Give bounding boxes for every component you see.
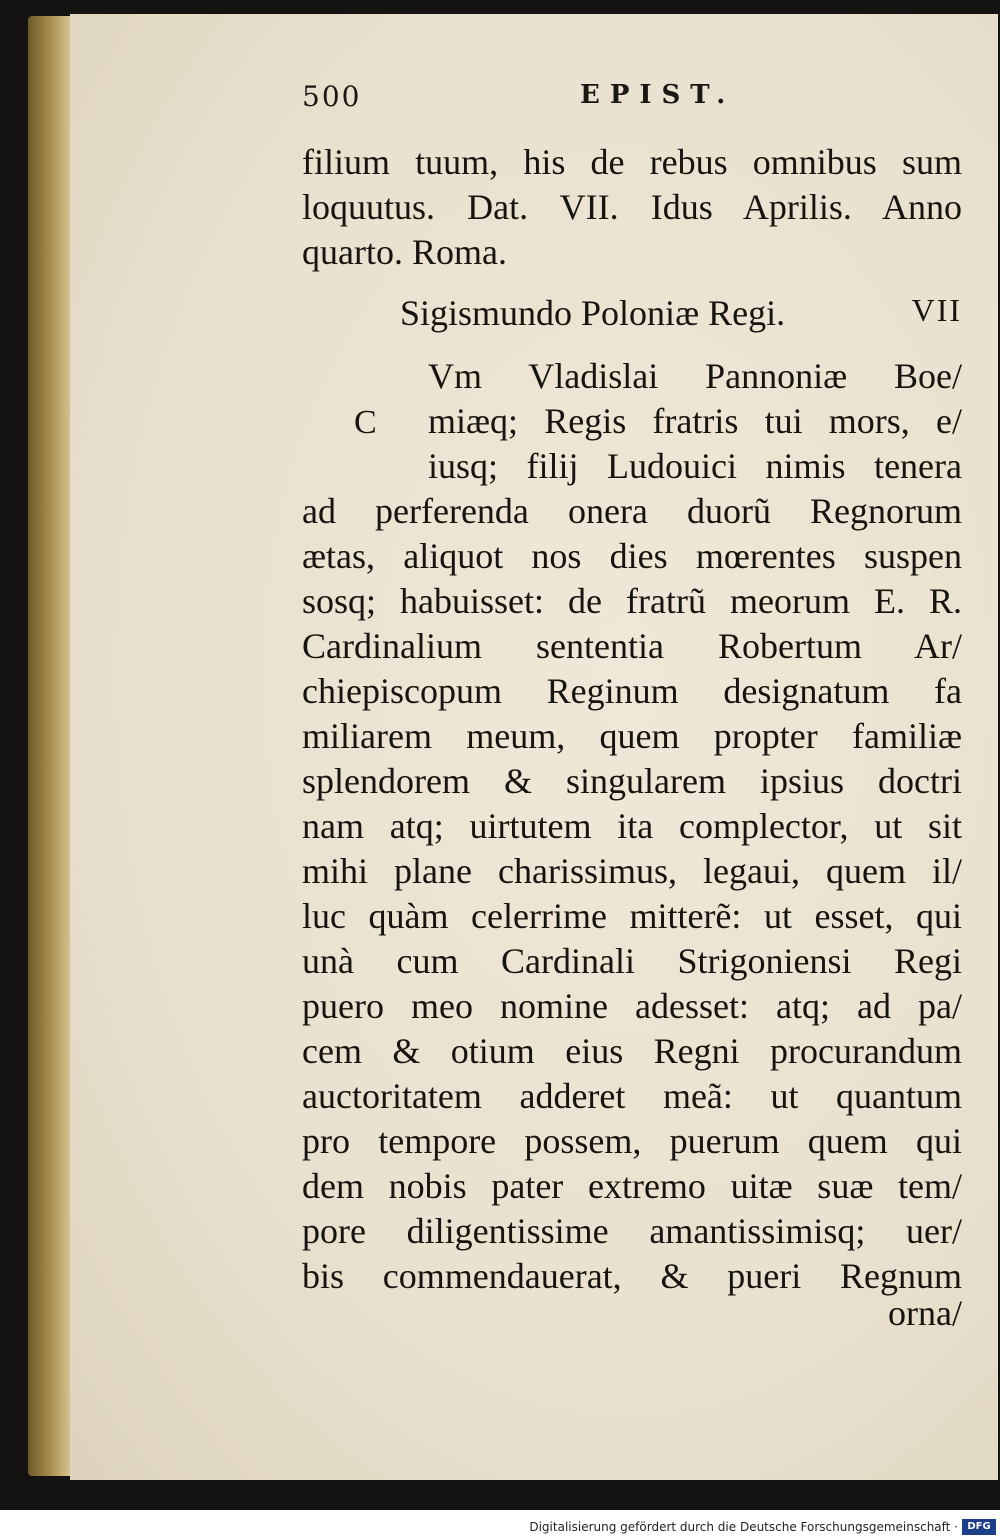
text-line: loquutus. Dat. VII. Idus Aprilis. Anno	[302, 187, 962, 227]
catchword: orna/	[888, 1293, 962, 1333]
text-line: miliarem meum, quem propter familiæ	[302, 716, 962, 756]
text-line: Cardinalium sententia Robertum Ar/	[302, 626, 962, 666]
funding-notice: Digitalisierung gefördert durch die Deutsche Forschungsgemeinschaft ·	[529, 1520, 958, 1534]
letter-heading-row	[302, 292, 962, 338]
text-line: unà cum Cardinali Strigoniensi Regi	[302, 941, 962, 981]
dfg-logo-icon: DFG	[962, 1519, 996, 1535]
text-line: cem & otium eius Regni procurandum	[302, 1031, 962, 1071]
text-line: pro tempore possem, puerum quem qui	[302, 1121, 962, 1161]
text-line: auctoritatem adderet meã: ut quantum	[302, 1076, 962, 1116]
text-line: sosq; habuisset: de fratrũ meorum E. R.	[302, 581, 962, 621]
page-header	[302, 80, 962, 120]
text-line: miæq; Regis fratris tui mors, e/	[428, 401, 962, 441]
text-line: ad perferenda onera duorũ Regnorum	[302, 491, 962, 531]
text-line: ætas, aliquot nos dies mœrentes suspen	[302, 536, 962, 576]
text-line: Vm Vladislai Pannoniæ Boe/	[428, 356, 962, 396]
letter-heading: Sigismundo Poloniæ Regi.	[400, 293, 786, 333]
text-line: nam atq; uirtutem ita complector, ut sit	[302, 806, 962, 846]
text-line: puero meo nomine adesset: atq; ad pa/	[302, 986, 962, 1026]
previous-letter-ending	[302, 140, 962, 275]
letter-number: VII	[911, 292, 962, 328]
text-line: chiepiscopum Reginum designatum fa	[302, 671, 962, 711]
digitization-footer	[0, 1516, 1000, 1540]
text-line: mihi plane charissimus, legaui, quem il/	[302, 851, 962, 891]
initial-letter: C	[354, 404, 377, 441]
text-line: filium tuum, his de rebus omnibus sum	[302, 142, 962, 182]
text-line: bis commendauerat, & pueri Regnum	[302, 1256, 962, 1296]
text-line: dem nobis pater extremo uitæ suæ tem/	[302, 1166, 962, 1206]
running-head: EPIST.	[580, 80, 736, 110]
letter-body	[302, 354, 962, 1299]
page-number: 500	[302, 80, 362, 113]
text-line: splendorem & singularem ipsius doctri	[302, 761, 962, 801]
text-line: pore diligentissime amantissimisq; uer/	[302, 1211, 962, 1251]
text-line: quarto. Roma.	[302, 232, 507, 272]
text-line: iusq; filij Ludouici nimis tenera	[428, 446, 962, 486]
text-line: luc quàm celerrime mitterẽ: ut esset, qui	[302, 896, 962, 936]
